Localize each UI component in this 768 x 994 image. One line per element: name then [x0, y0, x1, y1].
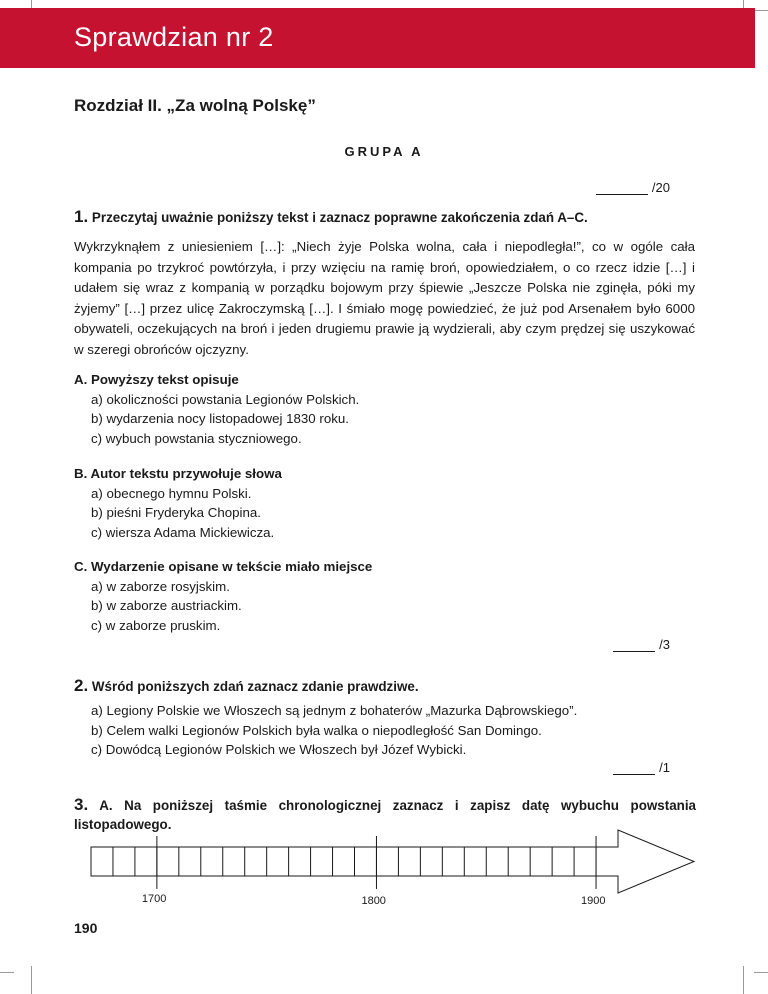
q1-passage: Wykrzyknąłem z uniesieniem […]: „Niech żyje Polska wolna, cała i niepodległa!”, co w ogóle cała kompania po trzykroć powtórzyła, i przy wzięciu na ramię broń, opowiedziałem, o co rzecz idzie […] i udałem się wraz z kompanią w porządku bojowym przy śpiewie „Jeszcze Polska nie zginęła, póki my żyjemy” […] przez ulicę Zakroczymską […]. I śmiało mogę powiedzieć, że już pod Arsenałem było 6000 obywateli, oczekujących na broń i jeden drugiemu prawie ją wydzierali, aby czym prędzej się uszykować w szeregi obrońców ojczyzny. — [74, 239, 695, 357]
answer-option[interactable]: b) pieśni Fryderyka Chopina. — [91, 505, 261, 520]
answer-option[interactable]: a) okoliczności powstania Legionów Polskich. — [91, 391, 360, 407]
answer-option[interactable]: c) w zaborze pruskim. — [91, 617, 221, 633]
sub-stem: B. Autor tekstu przywołuje słowa — [74, 466, 282, 481]
q3-number: 3. — [74, 795, 89, 814]
q3-task-text: A. Na poniższej taśmie chronologicznej zaznacz i zapisz datę wybuchu powstania listopadowego. — [74, 798, 696, 832]
group-label: GRUPA A — [344, 144, 424, 159]
answer-option[interactable]: a) obecnego hymnu Polski. — [91, 485, 252, 501]
chapter-title: Rozdział II. „Za wolną Polskę” — [74, 96, 316, 115]
answer-option[interactable]: c) wybuch powstania styczniowego. — [91, 430, 302, 446]
q1-task-text: Przeczytaj uważnie poniższy tekst i zaznacz poprawne zakończenia zdań A–C. — [91, 210, 588, 225]
timeline-tick-label: 1800 — [361, 895, 386, 907]
timeline-tick-label: 1700 — [141, 893, 167, 905]
answer-option[interactable]: b) Celem walki Legionów Polskich była walka o niepodległość San Domingo. — [91, 722, 542, 738]
score-max: /1 — [659, 760, 670, 775]
answer-option[interactable]: b) wydarzenia nocy listopadowej 1830 roku. — [91, 411, 349, 426]
score-max: /20 — [651, 180, 670, 195]
answer-option[interactable]: c) Dowódcą Legionów Polskich we Włoszech był Józef Wybicki. — [91, 742, 467, 757]
timeline-arrow — [91, 830, 694, 893]
answer-option[interactable]: b) w zaborze austriackim. — [91, 598, 242, 613]
answer-option[interactable]: a) w zaborze rosyjskim. — [91, 578, 230, 594]
q2-task-text: Wśród poniższych zdań zaznacz zdanie prawdziwe. — [91, 679, 419, 694]
answer-option[interactable]: a) Legiony Polskie we Włoszech są jednym z bohaterów „Mazurka Dąbrowskiego”. — [91, 703, 578, 718]
sub-stem: C. Wydarzenie opisane w tekście miało miejsce — [74, 559, 373, 574]
answer-option[interactable]: c) wiersza Adama Mickiewicza. — [91, 524, 275, 540]
score-max: /3 — [659, 637, 670, 652]
page-number: 190 — [74, 920, 98, 936]
q1-number: 1. — [74, 207, 89, 226]
q2-number: 2. — [74, 676, 89, 695]
sub-stem: A. Powyższy tekst opisuje — [74, 372, 239, 387]
page-title: Sprawdzian nr 2 — [74, 22, 274, 52]
timeline-tick-label: 1900 — [581, 895, 606, 907]
